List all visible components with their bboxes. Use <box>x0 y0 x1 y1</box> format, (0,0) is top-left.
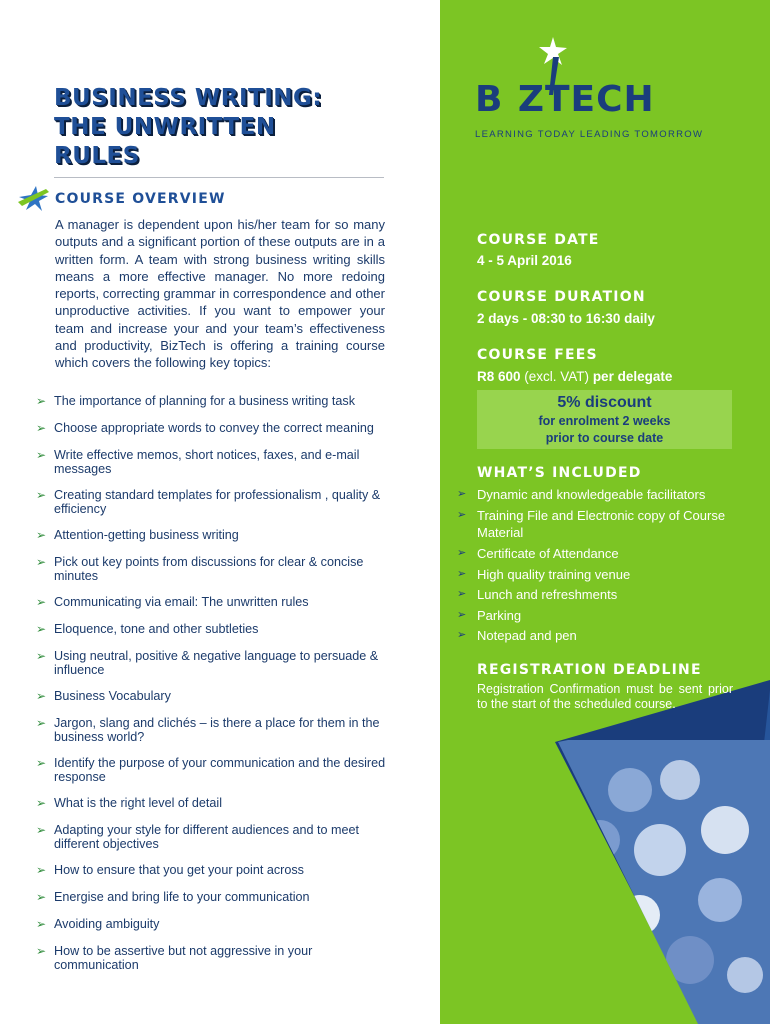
arrowhead-icon: ➢ <box>36 555 47 569</box>
course-date-value: 4 - 5 April 2016 <box>477 253 572 268</box>
arrowhead-icon: ➢ <box>457 509 467 521</box>
list-item: ➢ Business Vocabulary <box>36 689 171 703</box>
title-divider <box>54 177 384 178</box>
arrowhead-icon: ➢ <box>457 588 467 600</box>
list-item: ➢ Attention-getting business writing <box>36 528 239 542</box>
arrowhead-icon: ➢ <box>36 863 47 877</box>
list-item: ➢ Dynamic and knowledgeable facilitators <box>457 487 706 502</box>
list-item: ➢ Energise and bring life to your communication <box>36 890 310 904</box>
list-item: ➢ Training File and Electronic copy of Course Material <box>457 508 726 540</box>
arrowhead-icon: ➢ <box>36 823 47 837</box>
list-item: ➢ Using neutral, positive & negative language to persuade & influence <box>36 649 379 677</box>
overview-heading: COURSE OVERVIEW <box>55 191 226 207</box>
list-item: ➢ Choose appropriate words to convey the correct meaning <box>36 421 374 435</box>
list-item: ➢ How to ensure that you get your point across <box>36 863 304 877</box>
discount-title: 5% discount <box>557 394 652 411</box>
list-item: ➢ Eloquence, tone and other subtleties <box>36 622 259 636</box>
logo-tagline: LEARNING TODAY LEADING TOMORROW <box>475 129 704 140</box>
discount-box <box>477 390 732 449</box>
logo-wordmark: B ZTECH <box>475 79 655 120</box>
arrowhead-icon: ➢ <box>36 528 47 542</box>
arrowhead-icon: ➢ <box>36 622 47 636</box>
title-line: BUSINESS WRITING: <box>54 85 323 111</box>
list-item: ➢ How to be assertive but not aggressive in your communication <box>36 944 313 972</box>
arrowhead-icon: ➢ <box>36 488 47 502</box>
arrowhead-icon: ➢ <box>36 890 47 904</box>
course-duration-value: 2 days - 08:30 to 16:30 daily <box>477 311 655 326</box>
arrowhead-icon: ➢ <box>457 609 467 621</box>
arrowhead-icon: ➢ <box>36 689 47 703</box>
course-duration-heading: COURSE DURATION <box>477 289 646 305</box>
title-line: RULES <box>54 143 140 169</box>
list-item: ➢ Avoiding ambiguity <box>36 917 160 931</box>
registration-heading: REGISTRATION DEADLINE <box>477 662 702 678</box>
list-item: ➢ What is the right level of detail <box>36 796 222 810</box>
arrowhead-icon: ➢ <box>36 448 47 462</box>
list-item: ➢ Identify the purpose of your communication and the desired response <box>36 756 386 784</box>
arrowhead-icon: ➢ <box>457 568 467 580</box>
discount-line: prior to course date <box>545 431 664 445</box>
list-item: ➢ Notepad and pen <box>457 628 577 643</box>
list-item: ➢ The importance of planning for a business writing task <box>36 394 356 408</box>
info-panel <box>440 0 770 1024</box>
arrowhead-icon: ➢ <box>457 488 467 500</box>
arrowhead-icon: ➢ <box>36 796 47 810</box>
list-item: ➢ Communicating via email: The unwritten rules <box>36 595 309 609</box>
arrowhead-icon: ➢ <box>36 394 47 408</box>
arrowhead-icon: ➢ <box>36 917 47 931</box>
arrowhead-icon: ➢ <box>36 716 47 730</box>
course-fees-value: R8 600 (excl. VAT) per delegate <box>477 369 673 384</box>
page-title <box>54 84 394 171</box>
list-item: ➢ Certificate of Attendance <box>457 546 619 561</box>
course-fees-heading: COURSE FEES <box>477 347 598 363</box>
star-icon <box>16 184 50 214</box>
arrowhead-icon: ➢ <box>36 649 47 663</box>
arrowhead-icon: ➢ <box>457 547 467 559</box>
list-item: ➢ High quality training venue <box>457 567 631 582</box>
arrowhead-icon: ➢ <box>36 756 47 770</box>
title-line: THE UNWRITTEN <box>54 114 276 140</box>
list-item: ➢ Lunch and refreshments <box>457 587 618 602</box>
registration-text: Registration Confirmation must be sent prior to the start of the scheduled course. <box>477 682 733 711</box>
list-item: ➢ Creating standard templates for professionalism , quality & efficiency <box>36 488 381 516</box>
list-item: ➢ Write effective memos, short notices, faxes, and e-mail messages <box>36 448 360 476</box>
discount-line: for enrolment 2 weeks <box>538 414 671 428</box>
biztech-logo <box>475 35 745 145</box>
arrowhead-icon: ➢ <box>457 629 467 641</box>
arrowhead-icon: ➢ <box>36 944 47 958</box>
list-item: ➢ Parking <box>457 608 522 623</box>
arrowhead-icon: ➢ <box>36 421 47 435</box>
list-item: ➢ Jargon, slang and clichés – is there a place for them in the business world? <box>36 716 380 744</box>
included-heading: WHAT’S INCLUDED <box>477 465 642 481</box>
overview-intro: A manager is dependent upon his/her team for so many outputs and a significant portion of these outputs are in a written form. A team with strong business writing skills means a more effective manager. No more redoing reports, correcting grammar in correspondence and other unproductive activities. If you want to empower your team and increase your and your team’s effectiveness and productivity, BizTech is offering a training course which covers the following key topics: <box>55 217 385 371</box>
list-item: ➢ Pick out key points from discussions for clear & concise minutes <box>36 555 364 583</box>
course-date-heading: COURSE DATE <box>477 232 600 248</box>
arrowhead-icon: ➢ <box>36 595 47 609</box>
list-item: ➢ Adapting your style for different audiences and to meet different objectives <box>36 823 360 851</box>
